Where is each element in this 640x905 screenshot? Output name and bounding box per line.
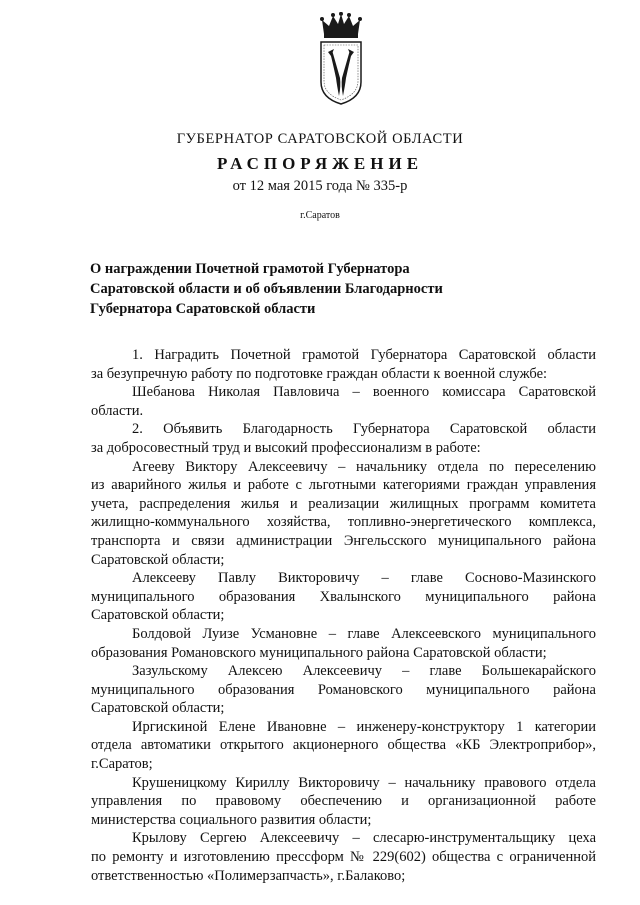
document-date-number: от 12 мая 2015 года № 335-р — [232, 178, 408, 194]
body-line: Саратовской области; — [91, 607, 225, 624]
subject-line: Саратовской области и об объявлении Благодарности — [90, 281, 443, 297]
body-line: ответственностью «Полимерзапчасть», г.Балаково; — [91, 867, 406, 884]
governor-heading: ГУБЕРНАТОР САРАТОВСКОЙ ОБЛАСТИ — [176, 131, 464, 147]
body-line: Зазульскому Алексею Алексеевичу – главе Большекарайского — [132, 663, 596, 680]
body-line: отдела автоматики открытого акционерного общества «КБ Электроприбор», — [91, 737, 596, 754]
body-line: образования Романовского муниципального района Саратовской области; — [91, 644, 547, 661]
body-line: по ремонту и изготовлению прессформ № 229(602) общества с ограниченной — [91, 849, 596, 866]
body-line: 2. Объявить Благодарность Губернатора Саратовской области — [132, 421, 596, 438]
document-body — [91, 346, 596, 885]
body-line: г.Саратов; — [91, 756, 153, 773]
body-line: управления по правовому обеспечению и организационной работе — [91, 793, 596, 810]
body-line: Крушеницкому Кириллу Викторовичу – начальнику правового отдела — [132, 774, 596, 791]
body-line: за безупречную работу по подготовке граждан области к военной службе: — [91, 365, 548, 382]
body-line: из аварийного жилья и работе с льготными категориями граждан управления — [91, 477, 596, 494]
body-line: Болдовой Луизе Усмановне – главе Алексеевского муниципального — [132, 625, 596, 642]
document-city: г.Саратов — [300, 210, 340, 221]
subject-line: О награждении Почетной грамотой Губернатора — [90, 261, 410, 277]
body-line: области. — [91, 402, 144, 419]
body-line: муниципального образования Романовского муниципального района — [91, 681, 596, 698]
body-line: транспорта и связи администрации Энгельсского муниципального района — [91, 532, 596, 549]
body-line: Агееву Виктору Алексеевичу – начальнику отдела по переселению — [132, 458, 596, 475]
coat-of-arms-emblem — [318, 12, 364, 106]
body-line: Саратовской области; — [91, 551, 225, 568]
body-line: муниципального образования Хвалынского муниципального района — [91, 588, 596, 605]
body-line: 1. Наградить Почетной грамотой Губернатора Саратовской области — [132, 347, 596, 363]
body-line: Крылову Сергею Алексеевичу – слесарю-инструментальщику цеха — [132, 830, 596, 847]
body-line: Алексееву Павлу Викторовичу – главе Сосново-Мазинского — [132, 570, 596, 587]
body-line: Саратовской области; — [91, 700, 225, 717]
subject-line: Губернатора Саратовской области — [90, 301, 316, 317]
body-line: Иргискиной Елене Ивановне – инженеру-конструктору 1 категории — [132, 718, 596, 735]
body-line: жилищно-коммунального хозяйства, топливно-энергетического комплекса, — [91, 514, 596, 531]
body-line: за добросовестный труд и высокий профессионализм в работе: — [91, 439, 481, 456]
body-line: министерства социального развития области; — [91, 811, 372, 828]
body-line: Шебанова Николая Павловича – военного комиссара Саратовской — [132, 384, 596, 401]
document-subject — [90, 259, 510, 319]
document-type-title: РАСПОРЯЖЕНИЕ — [216, 154, 424, 173]
body-line: учета, распределения жилья и реализации жилищных программ комитета — [91, 495, 596, 512]
